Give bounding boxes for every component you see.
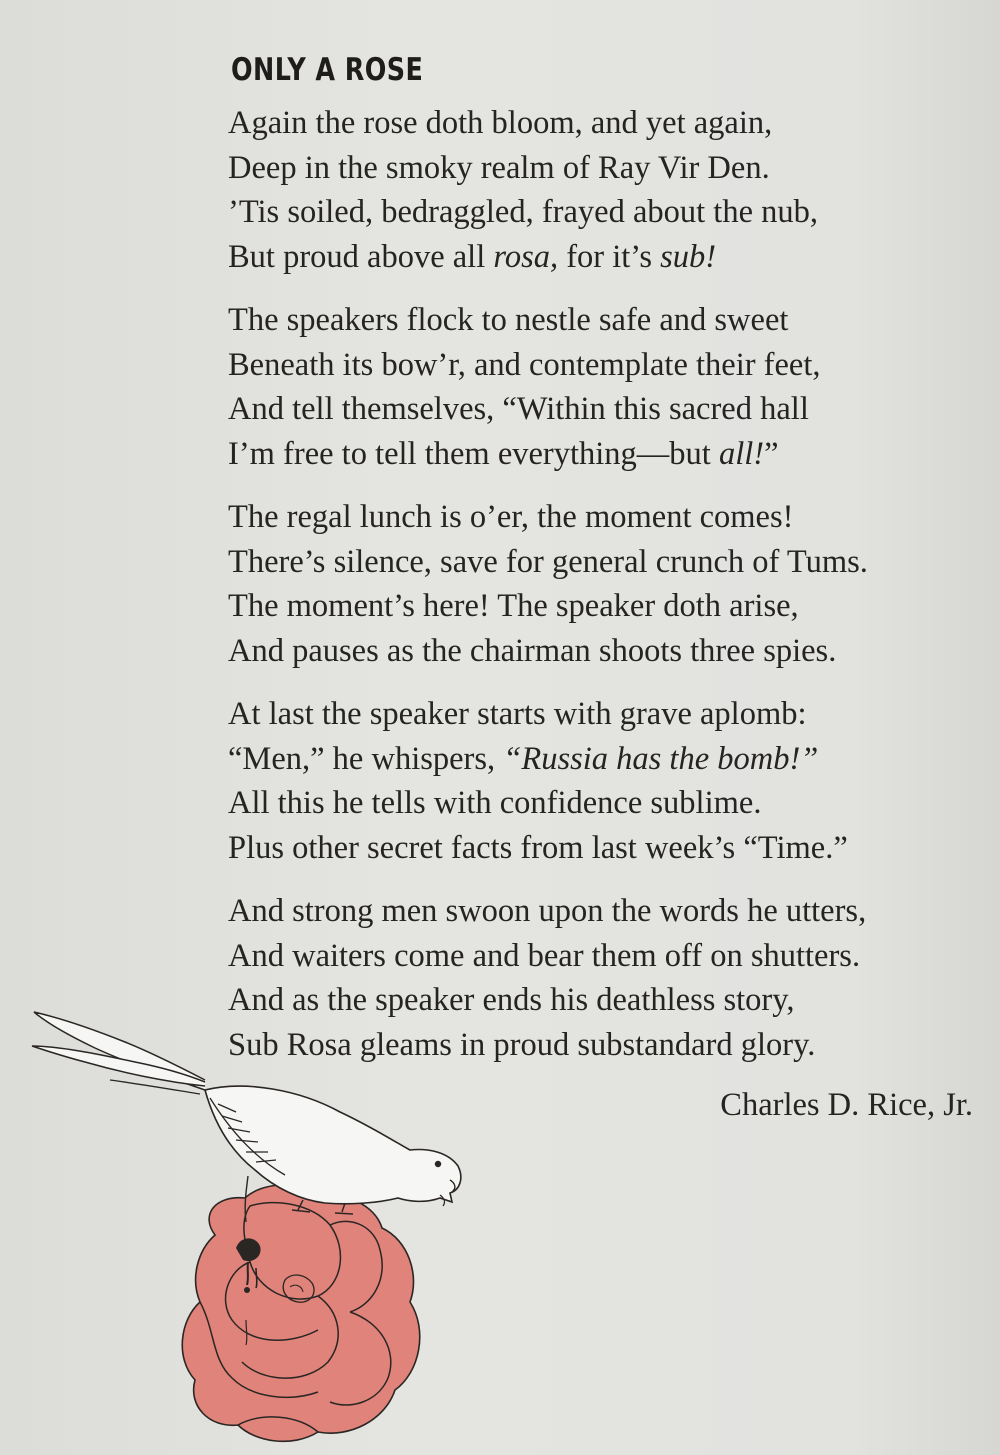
poem-title: ONLY A ROSE (231, 52, 424, 88)
poem-line: And tell themselves, “Within this sacred hall (228, 391, 809, 427)
poem-line: Beneath its bow’r, and contemplate their feet, (228, 346, 821, 383)
poem-line: And as the speaker ends his deathless story, (228, 982, 795, 1018)
poem-line: And pauses as the chairman shoots three spies. (228, 632, 837, 669)
bird-icon (32, 1012, 461, 1222)
poem-line: Plus other secret facts from last week’s “Time.” (228, 829, 848, 866)
stanza-4 (228, 692, 988, 870)
poem-line: I’m free to tell them everything—but all!” (228, 435, 779, 472)
poem-line: The regal lunch is o’er, the moment comes! (228, 499, 794, 535)
poem-line: There’s silence, save for general crunch of Tums. (228, 543, 868, 580)
author-signature: Charles D. Rice, Jr. (720, 1087, 973, 1123)
poem-line: The moment’s here! The speaker doth arise, (228, 588, 799, 624)
poem-line: And waiters come and bear them off on shutters. (228, 937, 861, 974)
rose-icon (182, 1185, 419, 1442)
poem-line: Sub Rosa gleams in proud substandard glory. (228, 1026, 816, 1063)
stanza-1 (228, 101, 988, 279)
stanza-2 (228, 298, 988, 476)
poem-line: “Men,” he whispers, “Russia has the bomb!” (228, 740, 819, 777)
poem-line: But proud above all rosa, for it’s sub! (228, 238, 717, 275)
poem-line: Deep in the smoky realm of Ray Vir Den. (228, 149, 770, 186)
poem-line: All this he tells with confidence sublime. (228, 785, 762, 821)
poem-line: And strong men swoon upon the words he utters, (228, 893, 867, 929)
poem-line: ’Tis soiled, bedraggled, frayed about the nub, (228, 194, 818, 230)
stanza-3 (228, 495, 988, 673)
bird-on-rose-icon (0, 990, 520, 1455)
poem-line: The speakers flock to nestle safe and sweet (228, 302, 789, 338)
poem-line: At last the speaker starts with grave aplomb: (228, 696, 807, 732)
poem-line: Again the rose doth bloom, and yet again, (228, 105, 773, 141)
